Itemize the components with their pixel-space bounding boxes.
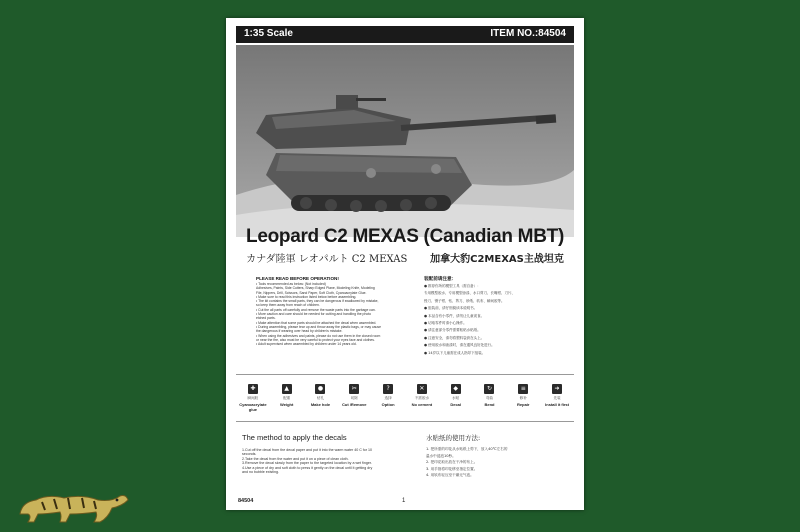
repair-icon: ≡ <box>518 384 528 394</box>
note-line-cn: ● 推荐你所的模型工具（需自备）： <box>424 284 481 288</box>
note-line-cn: ● 注意安全，请勿将塑料袋套在头上。 <box>424 335 485 340</box>
decal-step: 2.Take the decal from the water and put it on a piece of clean cloth. <box>242 456 349 461</box>
legend-make-hole <box>305 384 335 407</box>
notes-heading: PLEASE READ BEFORE OPERATION! <box>256 276 339 281</box>
title-chinese: 加拿大豹C2MEXAS主战坦克 <box>430 254 564 265</box>
note-line: or near the fire, also must be very careful to protect your eyes face and clothes. <box>256 337 375 342</box>
decal-step: 1.Cut off the decal from the decal paper and put it into the warm water 40 C for 10 <box>242 448 372 452</box>
note-line: • Make attention that some parts should be attached the decal when assembled. <box>256 320 377 325</box>
decal-step: and no bubble existing. <box>242 470 279 475</box>
item-number: ITEM NO.:84504 <box>490 28 566 39</box>
decal-instructions <box>242 433 412 474</box>
subtitle-row <box>226 250 584 265</box>
legend-option <box>373 384 403 407</box>
legend-cn: 选择 <box>384 396 392 400</box>
notes-english <box>256 276 416 346</box>
note-line: etched parts. <box>256 316 276 321</box>
arrow-right-icon: ➜ <box>552 384 562 394</box>
decal-heading-cn: 水贴纸的使用方法: <box>426 434 481 442</box>
note-line-cn: ● 请注意部分零件需要粘贴水贴纸。 <box>424 328 481 333</box>
decal-step: seconds. <box>242 452 257 457</box>
legend-decal <box>441 384 471 407</box>
kit-title: Leopard C2 MEXAS (Canadian MBT) <box>246 226 564 247</box>
legend-label: Decal <box>450 402 462 407</box>
decal-instructions-cn <box>426 433 566 479</box>
legend-label: Cut /Remove <box>342 402 367 407</box>
legend-label: Weight <box>280 402 294 407</box>
legend-label: No cement <box>411 402 433 407</box>
notes-chinese <box>424 276 564 357</box>
decal-heading: The method to apply the decals <box>242 433 347 442</box>
note-line: Adhesives, Paints, Side Cutters, Sharp Edged Plane, Modeling Knife, Modeling <box>256 286 375 291</box>
notes-heading-cn: 装配前请注意： <box>424 276 457 281</box>
question-icon: ? <box>383 384 393 394</box>
footer-item-code: 84504 <box>238 498 254 504</box>
bend-icon: ↻ <box>484 384 494 394</box>
legend-label: Install it first <box>545 402 569 407</box>
drill-icon: ● <box>315 384 325 394</box>
legend-label: Cyanoacrylate glue <box>239 402 267 412</box>
legend-bend <box>474 384 504 407</box>
legend-cn: 水贴 <box>452 396 460 400</box>
legend-label: Option <box>381 402 395 407</box>
tiger-logo-icon <box>12 484 134 528</box>
note-line-cn: 锉刀、镊子钳、钻、剪刀、砂纸、软布、瞬间胶等。 <box>424 298 505 303</box>
legend-cn: 钻孔 <box>316 396 325 400</box>
note-line: File, Nippers, Drill, Scissors, Sand Paper, Soft Cloth, Cyanoacrylate Glue. <box>256 290 367 295</box>
legend-cn: 配重 <box>283 396 291 400</box>
note-line-cn: ● 组装前，请仔细阅读本说明书。 <box>424 306 478 311</box>
note-line-cn: ● 切取零件时请小心操作。 <box>424 321 467 326</box>
header-bar <box>236 26 574 43</box>
legend-no-cement <box>407 384 437 407</box>
decal-step: 3.Remove the decal slowly from the paper to the targeted location by a wet finger. <box>242 461 372 466</box>
decal-step-cn: 温水中浸泡10秒。 <box>426 453 456 458</box>
note-line: • Make sure to read this instruction listed below before assembling. <box>256 294 357 299</box>
legend-cn: 弯曲 <box>485 396 494 400</box>
note-line: so keep them away from reach of children. <box>256 303 320 308</box>
note-line: • Tools recommended as below: (Not included) <box>256 282 326 286</box>
note-line-cn: 专用模型胶水、专用模型涂漆、水口剪刀、长嘴钳、刀片、 <box>424 291 515 296</box>
page-number: 1 <box>402 498 406 504</box>
scale-label: 1:35 Scale <box>244 28 293 39</box>
note-line-cn: ● 使用胶水和油漆时，请在通风良好处进行。 <box>424 343 495 348</box>
decal-icon: ◆ <box>451 384 461 394</box>
note-line: • Adult supervised when assembled by children under 14 years old. <box>256 342 357 347</box>
legend-cut-remove <box>339 384 369 407</box>
note-line: the dangerous if wearing over head by children's mistake. <box>256 329 343 334</box>
note-line: • When using the adhesives and paints, please do not use them in the closed room <box>256 333 381 338</box>
legend-cn: 修补 <box>519 396 527 400</box>
legend-label: Repair <box>517 402 530 407</box>
decal-step-cn: 3. 用手指将印花移至指定位置。 <box>426 466 478 471</box>
legend-label: Make hole <box>310 402 331 407</box>
note-line: • More caution and care should be needed for cutting and handling the photo <box>256 312 372 317</box>
decal-step-cn: 4. 用软布轻压至干燥无气泡。 <box>426 473 474 478</box>
note-line: • During assembling, please tear up and throw away the plastic bags, or may cause <box>256 324 382 329</box>
legend-cn: 切除 <box>350 396 358 400</box>
symbol-legend <box>236 374 574 422</box>
weight-icon: ▲ <box>282 384 292 394</box>
note-line-cn: ● 本品含有小零件，请勿让儿童误食。 <box>424 313 485 318</box>
legend-cn: 不需胶水 <box>414 396 430 400</box>
legend-cn: 先装 <box>553 396 561 400</box>
legend-cyanoacrylate <box>238 384 268 412</box>
legend-weight <box>272 384 302 407</box>
legend-install-first <box>542 384 572 407</box>
legend-repair <box>508 384 538 407</box>
note-line: • Cut the all parts off carefully and remove the waste parts into the garbage can. <box>256 307 376 312</box>
tank-photo <box>236 45 574 237</box>
instruction-sheet <box>226 18 584 510</box>
no-glue-icon: ✕ <box>417 384 427 394</box>
note-line-cn: ● 14岁以下儿童需在成人指导下组装。 <box>424 350 486 355</box>
legend-label: Bend <box>484 402 495 407</box>
glue-icon: ✚ <box>248 384 258 394</box>
scissors-icon: ✂ <box>349 384 359 394</box>
decal-step: 4.Use a piece of dry and soft cloth to press it gently on the decal until it getting dry <box>242 465 373 470</box>
title-japanese: カナダ陸軍 レオパルト C2 MEXAS <box>246 254 408 265</box>
decal-step-cn: 2. 把印花取出放在干净的布上。 <box>426 460 478 465</box>
note-line: • The kit contains the small parts, they can be dangerous if swallowed by mistake, <box>256 299 379 304</box>
leopard-tank-illustration <box>236 45 574 237</box>
decal-step-cn: 1. 把所需的印花从水贴纸上剪下，放入40℃左右的 <box>426 447 508 451</box>
legend-cn: 瞬间胶 <box>247 396 259 400</box>
